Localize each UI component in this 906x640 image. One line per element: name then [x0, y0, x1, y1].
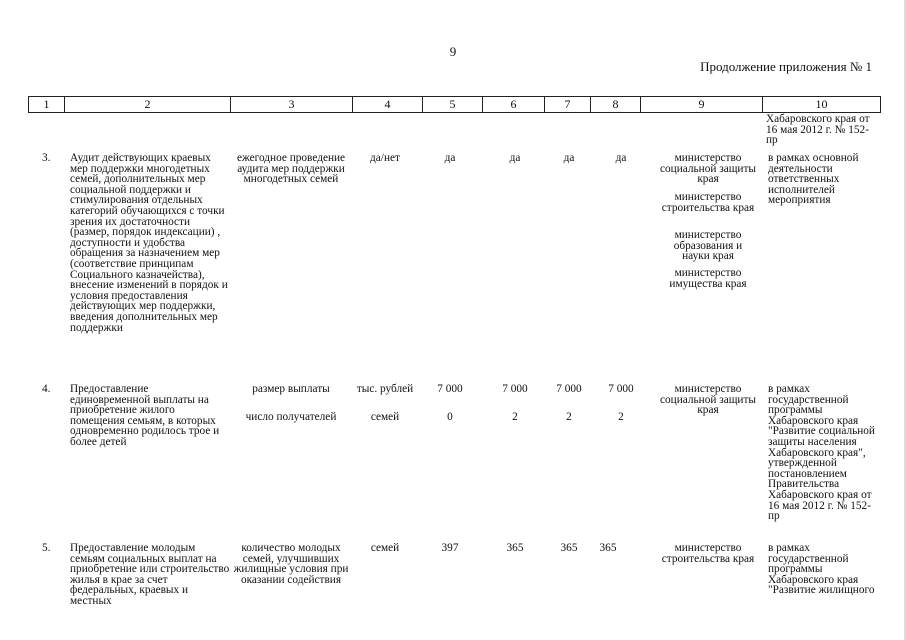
row-5-value-col8: 365 [599, 542, 617, 554]
row-4-recipients-col5: 0 [447, 411, 453, 423]
row-5-action: Предоставление молодым семьям социальных выплат на приобретение или строительство жилья в крае за счет федеральных, краевых и местных [70, 542, 230, 607]
row-3-value-col6: да [509, 152, 521, 164]
row-3-executor-1: министерство социальной защиты края [660, 152, 756, 186]
header-col-7: 7 [545, 97, 591, 113]
row-4-action: Предоставление единовременной выплаты на приобретение жилого помещения семьям, в которых одновременно родилось трое и более детей [70, 383, 220, 448]
header-col-1: 1 [29, 97, 65, 113]
row-4-amount-col5: 7 000 [437, 383, 463, 395]
row-3-value-col8: да [615, 152, 627, 164]
row-4-amount-col8: 7 000 [608, 383, 634, 395]
row-5-source: в рамках государственной программы Хабаровского края "Развитие жилищного [768, 542, 875, 597]
header-col-8: 8 [591, 97, 641, 113]
carry-over-source-note: Хабаровского края от 16 мая 2012 г. № 152-пр [766, 113, 870, 147]
row-3-value-col5: да [444, 152, 456, 164]
row-3-source: в рамках основной деятельности ответственных исполнителей мероприятия [768, 152, 859, 207]
row-4-source: в рамках государственной программы Хабаровского края "Развитие социальной защиты населения Хабаровского края", утвержденной постановлением Правительства Хабаровского края от 16 мая 2012 г. № 152-пр [768, 383, 875, 523]
row-5-value-col5: 397 [441, 542, 459, 554]
row-4-recipients-col6: 2 [512, 411, 518, 423]
row-5-executor: министерство строительства края [661, 542, 755, 565]
row-4-number: 4. [42, 383, 51, 395]
row-4-recipients-col7: 2 [566, 411, 572, 423]
header-col-5: 5 [423, 97, 483, 113]
page-number: 9 [449, 44, 457, 59]
row-3-unit: да/нет [370, 152, 400, 164]
header-col-3: 3 [231, 97, 353, 113]
row-4-indicator-recipients: число получателей [245, 411, 337, 423]
header-col-2: 2 [65, 97, 231, 113]
row-3-value-col7: да [563, 152, 575, 164]
row-4-recipients-col8: 2 [618, 411, 624, 423]
header-col-9: 9 [641, 97, 763, 113]
row-4-amount-col7: 7 000 [556, 383, 582, 395]
header-col-10: 10 [763, 97, 881, 113]
row-3-executor-2: министерство строительства края [661, 191, 755, 214]
row-4-executor: министерство социальной защиты края [660, 383, 756, 417]
header-col-6: 6 [483, 97, 545, 113]
appendix-continuation-note: Продолжение приложения № 1 [700, 59, 872, 74]
row-5-value-col6: 365 [506, 542, 524, 554]
row-3-number: 3. [42, 152, 51, 164]
row-4-unit-amount: тыс. рублей [356, 383, 414, 395]
row-5-unit: семей [370, 542, 400, 554]
column-number-header [28, 96, 881, 113]
row-5-value-col7: 365 [560, 542, 578, 554]
row-3-action: Аудит действующих краевых мер поддержки многодетных семей, дополнительных мер социальной поддержки и стимулирования отдельных категорий обучающихся с точки зрения их достаточности (размер, порядок индексации) , доступности и удобства обращения за назначением мер (соответствие принципам Социального казначейства), внесение изменений в порядок и условия предоставления действующих мер поддержки, введения дополнительных мер поддержки [70, 152, 228, 334]
row-4-unit-recipients: семей [370, 411, 400, 423]
row-5-indicator: количество молодых семей, улучшивших жилищные условия при оказании содействия [233, 542, 349, 586]
header-col-4: 4 [353, 97, 423, 113]
row-5-number: 5. [42, 542, 51, 554]
row-3-executor-3: министерство образования и науки края [673, 229, 743, 263]
row-4-indicator-amount: размер выплаты [252, 383, 330, 395]
row-3-executor-4: министерство имущества края [669, 267, 747, 290]
row-3-indicator: ежегодное проведение аудита мер поддержки многодетных семей [236, 152, 346, 186]
row-4-amount-col6: 7 000 [502, 383, 528, 395]
